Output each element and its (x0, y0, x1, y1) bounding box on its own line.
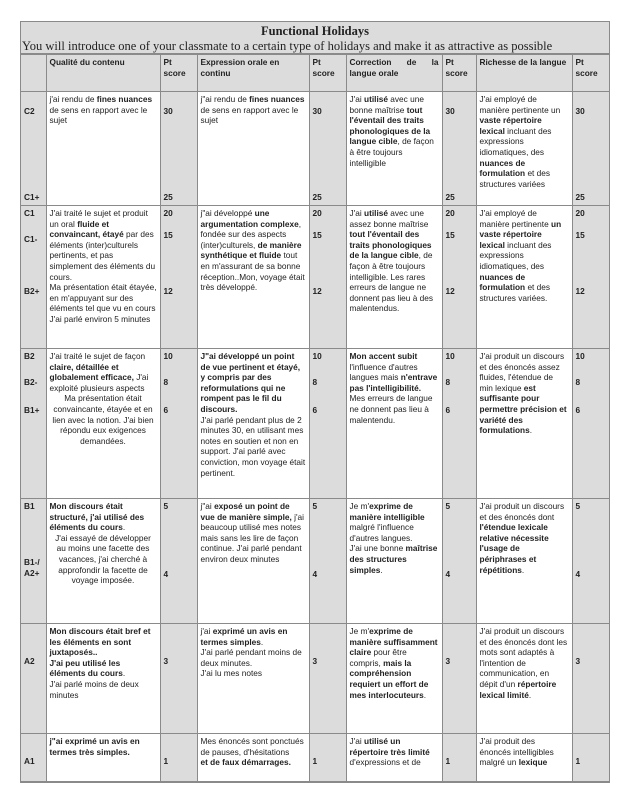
richness-cell: J'ai produit un discours et des énoncés dont les mots sont adaptés à l'intention de communication, en dépit d'un répertoire lexical limité. (476, 624, 572, 734)
bold-phrase: utilisé (364, 94, 388, 104)
score-value: 25 (163, 192, 173, 202)
score-cell (160, 499, 197, 624)
level-label: B2- (24, 377, 38, 387)
level-cell (21, 92, 46, 206)
score-value: 8 (445, 377, 451, 387)
score-value: 8 (575, 377, 581, 387)
score-value: 5 (312, 501, 318, 511)
richness-cell: J'ai produit des énoncés intelligibles malgré un lexique (476, 734, 572, 782)
header-expression: Expression orale en continu (197, 55, 309, 92)
rubric-table (20, 21, 610, 783)
bold-phrase: exprime de manière suffisamment claire (349, 626, 438, 658)
score-value: 8 (312, 377, 318, 387)
score-cell (309, 349, 346, 499)
score-value: 3 (445, 656, 451, 666)
bold-phrase: fluide et convaincant, étayé (49, 218, 124, 240)
score-cell (309, 499, 346, 624)
content-text: J'ai traité le sujet de façon claire, détaillée et globalement efficace, J'ai exploité plusieurs aspects (49, 351, 149, 393)
bold-phrase: n'entrave pas l'intelligibilité. (349, 372, 438, 393)
level-cell (21, 499, 46, 624)
level-label: B2 (24, 351, 35, 361)
score-value: 6 (163, 405, 169, 415)
bold-phrase: J'ai peu utilisé les éléments du cours (49, 657, 123, 679)
correction-cell: Mon accent subit l'influence d'autres langues mais n'entrave pas l'intelligibilité. Mes erreurs de langue ne donnent pas lieu à malentendu. (346, 349, 442, 499)
bold-phrase: maîtrise des structures simples (349, 543, 438, 575)
content-text: Mon discours était structuré, j'ai utilisé des éléments du cours. (49, 501, 145, 533)
level-label: C1+ (24, 192, 40, 202)
score-value: 15 (163, 230, 173, 240)
score-value: 20 (312, 208, 322, 218)
score-value: 5 (445, 501, 451, 511)
richness-cell: J'ai employé de manière pertinente un vaste répertoire lexical incluant des expressions idiomatiques, des nuances de formulation et des structures variées. (476, 206, 572, 349)
level-label: B1-/ A2+ (24, 557, 40, 578)
score-value: 6 (575, 405, 581, 415)
score-value: 15 (445, 230, 455, 240)
bold-phrase: fines nuances (249, 94, 305, 104)
level-cell (21, 624, 46, 734)
score-value: 4 (445, 569, 451, 579)
bold-phrase: Mon discours était structuré, j'ai utilisé des éléments du cours (49, 501, 145, 533)
header-row (21, 55, 609, 92)
score-value: 4 (575, 569, 581, 579)
header-richness: Richesse de la langue (476, 55, 572, 92)
bold-phrase: est suffisante pour permettre précision et variété des formulations (479, 382, 567, 436)
bold-phrase: un vaste répertoire lexical (479, 218, 562, 250)
header-pt-score-1: Pt score (160, 55, 197, 92)
richness-cell: J'ai produit un discours et des énoncés assez fluides, l'étendue de min lexique est suffisante pour permettre précision et variété des formulations. (476, 349, 572, 499)
score-cell (442, 92, 476, 206)
document-title: Functional Holidays (260, 24, 369, 38)
table-row-a2 (21, 624, 609, 734)
header-pt-score-3: Pt score (442, 55, 476, 92)
bold-phrase: exprimé un avis en termes simples (200, 626, 288, 647)
content-cell (46, 499, 160, 624)
score-value: 12 (312, 286, 322, 296)
score-value: 6 (312, 405, 318, 415)
score-value: 1 (445, 756, 451, 766)
score-cell (572, 499, 609, 624)
expression-cell: j'ai exprimé un avis en termes simples. J'ai parlé pendant moins de deux minutes. J'ai lu mes notes (197, 624, 309, 734)
bold-phrase: utilisé un répertoire très limité (349, 736, 430, 757)
bold-phrase: l'étendue lexicale relative nécessite l'usage de périphrases et répétitions (479, 522, 549, 575)
correction-cell: J'ai utilisé avec une bonne maîtrise tout l'éventail des traits phonologiques de la langue cible, de façon à être toujours intelligible (346, 92, 442, 206)
rubric-grid (21, 54, 609, 782)
score-value: 12 (445, 286, 455, 296)
score-value: 1 (163, 756, 169, 766)
table-row-c1 (21, 206, 609, 349)
bold-phrase: exprime de manière intelligible (349, 501, 425, 522)
table-row-c2 (21, 92, 609, 206)
document-subtitle: You will introduce one of your classmate to a certain type of holidays and make it as attractive as possible (22, 39, 553, 53)
score-cell (160, 349, 197, 499)
score-value: 30 (163, 106, 173, 116)
table-row-b1 (21, 499, 609, 624)
bold-phrase: Mon accent subit (349, 351, 418, 361)
correction-cell: Je m'exprime de manière intelligible malgré l'influence d'autres langues. J'ai une bonne maîtrise des structures simples. (346, 499, 442, 624)
score-value: 5 (575, 501, 581, 511)
score-cell (160, 734, 197, 782)
score-value: 20 (163, 208, 173, 218)
bold-phrase: tout l'éventail des traits phonologiques de la langue cible (349, 104, 431, 147)
bold-phrase: claire, détaillée et globalement efficace, (49, 361, 134, 383)
correction-cell: J'ai utilisé un répertoire très limité d'expressions et de (346, 734, 442, 782)
score-value: 15 (575, 230, 585, 240)
score-value: 1 (575, 756, 581, 766)
level-label: B1+ (24, 405, 40, 415)
score-value: 10 (575, 351, 585, 361)
expression-cell: j"ai développé une argumentation complexe, fondée sur des aspects (inter)culturels, de manière synthétique et fluide tout en m'assurant de sa bonne réception..Mon, voyage était très développé. (197, 206, 309, 349)
expression-cell: J"ai développé un point de vue pertinent et étayé, y compris par des reformulations qui ne rompent pas le fil du discours. J'ai parlé pendant plus de 2 minutes 30, en utilisant mes notes en soutien et non en support. J'ai parlé avec conviction, mon voyage était pertinent. (197, 349, 309, 499)
bold-phrase: tout l'éventail des traits phonologiques de la langue cible (349, 229, 432, 261)
level-label: A2 (24, 656, 35, 666)
level-cell (21, 349, 46, 499)
score-value: 1 (312, 756, 318, 766)
score-cell (309, 734, 346, 782)
header-correction: Correction de la langue orale (346, 55, 442, 92)
score-value: 10 (163, 351, 173, 361)
score-cell (572, 349, 609, 499)
score-value: 20 (575, 208, 585, 218)
score-value: 20 (445, 208, 455, 218)
content-text-centered: Ma présentation était convaincante, étayée et en lien avec la notion. J'ai bien répondu eux exigences demandées. (52, 393, 154, 446)
score-cell (572, 92, 609, 206)
bold-phrase: mais la compréhension requiert un effort de mes interlocuteurs (349, 657, 429, 700)
score-cell (572, 624, 609, 734)
bold-phrase: J"ai développé un point de vue pertinent et étayé, y compris par des reformulations qui ne rompent pas le fil du discours. (200, 351, 301, 414)
score-value: 5 (163, 501, 169, 511)
level-cell (21, 734, 46, 782)
bold-phrase: et de faux démarrages. (200, 757, 291, 768)
score-value: 8 (163, 377, 169, 387)
score-cell (160, 206, 197, 349)
score-value: 4 (163, 569, 169, 579)
bold-phrase: nuances de formulation (479, 271, 526, 293)
level-label: A1 (24, 756, 35, 766)
level-label: C2 (24, 106, 35, 116)
level-label: C1- (24, 234, 38, 244)
score-cell (442, 499, 476, 624)
table-title-banner (21, 22, 609, 54)
content-cell (46, 349, 160, 499)
bold-phrase: exposé un point de vue de manière simple, (200, 501, 292, 522)
level-cell (21, 206, 46, 349)
score-value: 25 (312, 192, 322, 202)
score-cell (160, 624, 197, 734)
bold-phrase: vaste répertoire lexical (479, 115, 542, 136)
score-value: 30 (312, 106, 322, 116)
bold-phrase: de manière synthétique et fluide (200, 239, 302, 261)
score-value: 30 (445, 106, 455, 116)
bold-phrase: fines nuances (96, 94, 153, 104)
bold-phrase: utilisé (364, 208, 388, 218)
score-value: 25 (445, 192, 455, 202)
score-value: 30 (575, 106, 585, 116)
score-cell (160, 92, 197, 206)
score-value: 6 (445, 405, 451, 415)
table-row-b2 (21, 349, 609, 499)
content-cell: j'ai rendu de fines nuances de sens en rapport avec le sujet (46, 92, 160, 206)
table-row-a1 (21, 734, 609, 782)
score-cell (309, 206, 346, 349)
bold-phrase: Mon discours était bref et les éléments en sont juxtaposés.. (49, 626, 151, 658)
score-cell (309, 624, 346, 734)
header-content: Qualité du contenu (46, 55, 160, 92)
header-pt-score-2: Pt score (309, 55, 346, 92)
score-value: 4 (312, 569, 318, 579)
level-label: B1 (24, 501, 35, 511)
score-value: 25 (575, 192, 585, 202)
expression-cell: j"ai exposé un point de vue de manière simple, j'ai beaucoup utilisé mes notes mais sans les lire de façon continue. J'ai parlé pendant environ deux minutes (197, 499, 309, 624)
score-cell (572, 206, 609, 349)
bold-phrase: répertoire lexical limité (479, 678, 557, 700)
expression-cell: j"ai rendu de fines nuances de sens en rapport avec le sujet (197, 92, 309, 206)
bold-phrase: j"ai exprimé un avis en termes très simples. (49, 736, 140, 757)
correction-cell: Je m'exprime de manière suffisamment claire pour être compris, mais la compréhension requiert un effort de mes interlocuteurs. (346, 624, 442, 734)
score-cell (572, 734, 609, 782)
correction-cell: J'ai utilisé avec une assez bonne maîtrise tout l'éventail des traits phonologiques de la langue cible, de façon à être toujours intelligible. Les rares erreurs de langue ne donnent pas lieu à des malentendus. (346, 206, 442, 349)
bold-phrase: une argumentation complexe (200, 208, 299, 229)
score-value: 10 (445, 351, 455, 361)
score-value: 15 (312, 230, 322, 240)
score-cell (309, 92, 346, 206)
level-label: C1 (24, 208, 35, 218)
content-cell: Mon discours était bref et les éléments en sont juxtaposés.. J'ai peu utilisé les éléments du cours. J'ai parlé moins de deux minutes (46, 624, 160, 734)
header-level (21, 55, 46, 92)
score-cell (442, 734, 476, 782)
level-label: B2+ (24, 286, 40, 296)
expression-cell: Mes énoncés sont ponctués de pauses, d'hésitations et de faux démarrages. (197, 734, 309, 782)
score-value: 3 (312, 656, 318, 666)
score-value: 3 (575, 656, 581, 666)
score-cell (442, 206, 476, 349)
bold-phrase: lexique (518, 757, 548, 768)
header-pt-score-4: Pt score (572, 55, 609, 92)
score-value: 3 (163, 656, 169, 666)
score-cell (442, 624, 476, 734)
score-value: 12 (575, 286, 585, 296)
score-value: 12 (163, 286, 173, 296)
bold-phrase: nuances de formulation (479, 157, 526, 179)
richness-cell: J'ai employé de manière pertinente un vaste répertoire lexical incluant des expressions idiomatiques, des nuances de formulation et des structures variées (476, 92, 572, 206)
content-cell (46, 734, 160, 782)
score-cell (442, 349, 476, 499)
score-value: 10 (312, 351, 322, 361)
content-text-centered: J'ai essayé de développer au moins une facette des vacances, j'ai cherché à approfondir la facette de voyage imposée. (55, 532, 151, 586)
content-cell: J'ai traité le sujet et produit un oral fluide et convaincant, étayé par des éléments (inter)culturels pertinents, et pas simplement des éléments du cours. Ma présentation était étayée, en m'appuyant sur des éléments tel que vu en cours J'ai parlé environ 5 minutes (46, 206, 160, 349)
richness-cell: J'ai produit un discours et des énoncés dont l'étendue lexicale relative nécessite l'usage de périphrases et répétitions. (476, 499, 572, 624)
